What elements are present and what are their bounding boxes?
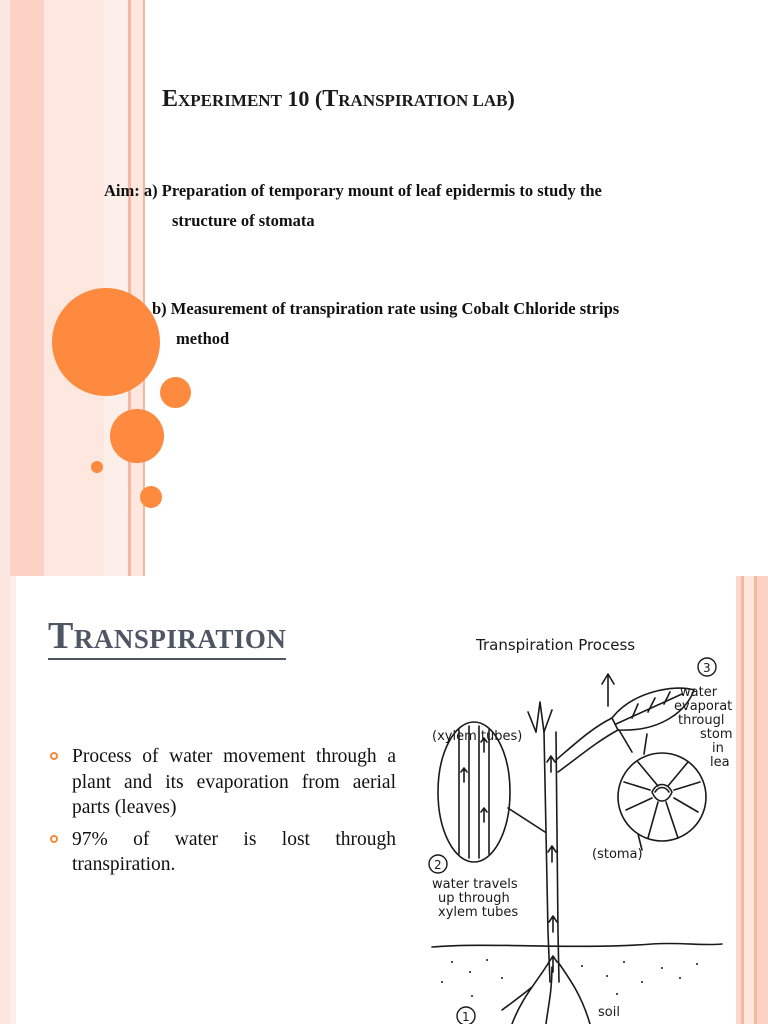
aim-b-line-1: b) Measurement of transpiration rate using Cobalt Chloride strips	[152, 299, 620, 318]
label-water-evap-3: througl	[678, 713, 725, 728]
roots	[502, 962, 590, 1024]
decor-circle	[160, 377, 191, 408]
aim-line-1: Aim: a) Preparation of temporary mount of leaf epidermis to study the	[104, 181, 602, 200]
label-water-travels-1: water travels	[432, 877, 518, 892]
aim-line-2: structure of stomata	[172, 211, 315, 230]
bullet-list	[48, 744, 396, 884]
label-water-evap-5: in	[712, 741, 724, 756]
label-water-evap-1: water	[680, 685, 718, 700]
label-soil: soil	[598, 1005, 620, 1020]
label-stoma: (stoma)	[592, 847, 643, 862]
decor-circle	[140, 486, 162, 508]
label-water-evap-4: stom	[700, 727, 732, 742]
label-water-travels-2: up through	[438, 891, 510, 906]
decor-circle-large	[52, 288, 160, 396]
bullet-item	[48, 827, 396, 878]
bullet-text: 97% of water is lost through transpiration.	[72, 828, 396, 875]
decor-stripe	[0, 0, 10, 576]
decor-stripe	[10, 576, 16, 1024]
slide-heading: Transpiration	[48, 616, 286, 660]
decor-stripe	[757, 576, 768, 1024]
diagram-title: Transpiration Process	[476, 636, 636, 654]
svg-text:2: 2	[434, 858, 442, 872]
transpiration-diagram	[412, 632, 732, 1024]
svg-text:3: 3	[703, 661, 711, 675]
svg-text:1: 1	[462, 1010, 470, 1024]
bullet-icon	[50, 752, 58, 760]
soil-line	[432, 943, 722, 947]
decor-stripe	[10, 0, 44, 576]
label-water-evap-2: evaporat	[674, 699, 732, 714]
plant-stem	[536, 702, 550, 982]
label-water-travels-3: xylem tubes	[438, 905, 519, 920]
aim-b-line-2: method	[176, 329, 230, 348]
slide-transpiration	[0, 576, 768, 1024]
bullet-icon	[50, 835, 58, 843]
decor-circle-small	[91, 461, 103, 473]
bullet-text: Process of water movement through a plant and its evaporation from aerial parts (leaves)	[72, 746, 396, 818]
bullet-item	[48, 744, 396, 821]
evaporation-arrow	[602, 674, 614, 706]
decor-circle	[110, 409, 164, 463]
label-water-evap-6: lea	[710, 755, 730, 770]
label-xylem-tubes: (xylem tubes)	[432, 729, 523, 744]
slide-title: EXPERIMENT 10 (TRANSPIRATION LAB)	[162, 86, 515, 112]
stoma-closeup	[618, 753, 706, 841]
decor-stripe	[0, 576, 10, 1024]
decor-stripe	[744, 576, 754, 1024]
